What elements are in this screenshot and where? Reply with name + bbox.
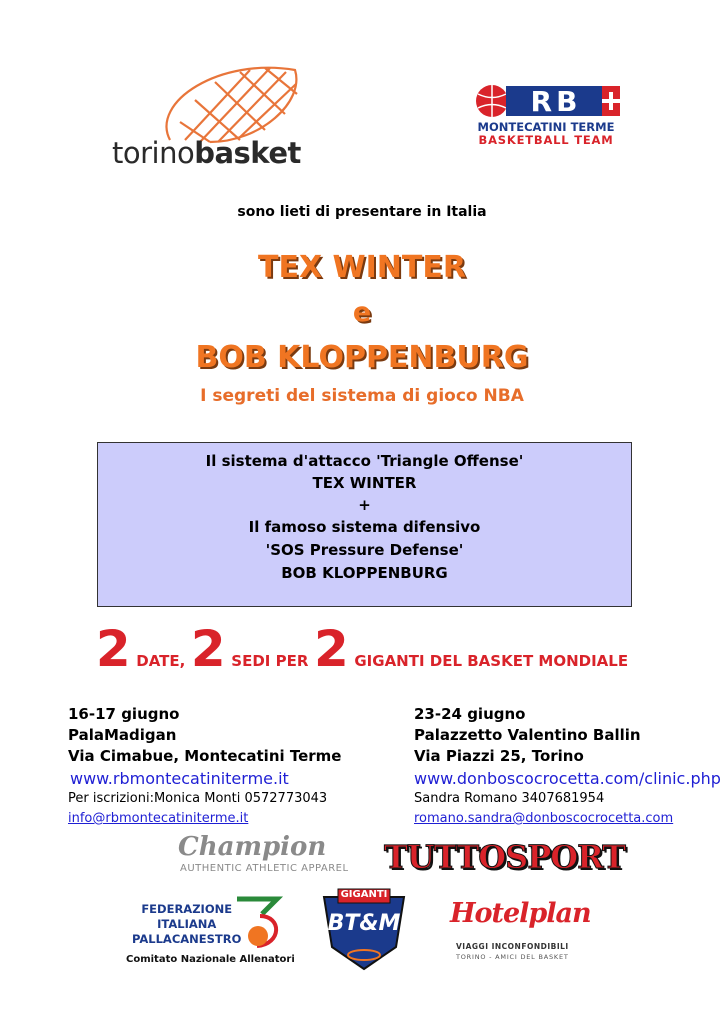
torinobasket-wordmark: torinobasket	[112, 136, 301, 170]
box-line-5: 'SOS Pressure Defense'	[265, 541, 464, 559]
giganti-mid: BT&M	[327, 911, 401, 936]
rb-montecatini-logo	[470, 84, 622, 146]
fip-line-4: Comitato Nazionale Allenatori	[126, 954, 295, 965]
event-email-link[interactable]: info@rbmontecatiniterme.it	[68, 811, 249, 826]
event-contact: Sandra Romano 3407681954	[414, 791, 605, 806]
event-venue: PalaMadigan	[68, 726, 177, 744]
box-line-3: +	[358, 496, 371, 514]
tagline-number-1: 2	[95, 620, 131, 678]
tagline-word-3: GIGANTI DEL BASKET MONDIALE	[354, 652, 629, 670]
champion-logo	[178, 832, 348, 877]
systems-box	[97, 442, 632, 607]
headline-tex-winter: TEX WINTER	[258, 250, 466, 285]
torinobasket-logo	[100, 62, 315, 174]
fip-line-3: PALLACANESTRO	[132, 932, 242, 946]
box-line-2: TEX WINTER	[312, 474, 417, 492]
event-dates: 16-17 giugno	[68, 705, 180, 723]
event-dates: 23-24 giugno	[414, 705, 526, 723]
giganti-logo	[316, 887, 412, 973]
event-venue: Palazzetto Valentino Ballin	[414, 726, 641, 744]
box-line-1: Il sistema d'attacco 'Triangle Offense'	[205, 452, 524, 470]
event-address: Via Cimabue, Montecatini Terme	[68, 747, 342, 765]
rb-line-1: MONTECATINI TERME	[477, 120, 615, 134]
fip-line-2: ITALIANA	[157, 917, 217, 931]
tagline-word-1: DATE,	[136, 652, 186, 670]
rb-letters: RB	[530, 85, 582, 118]
headline-and: e	[352, 297, 372, 328]
box-line-4: Il famoso sistema difensivo	[248, 518, 481, 536]
intro-text: sono lieti di presentare in Italia	[237, 204, 487, 220]
event-contact: Per iscrizioni:Monica Monti 0572773043	[68, 791, 328, 806]
fip-line-1: FEDERAZIONE	[141, 902, 233, 916]
box-line-6: BOB KLOPPENBURG	[281, 564, 448, 582]
tagline-number-3: 2	[313, 620, 349, 678]
fip-logo	[124, 894, 295, 970]
tagline	[0, 620, 724, 678]
hotelplan-name: Hotelplan	[450, 898, 591, 929]
hotelplan-line-2: TORINO - AMICI DEL BASKET	[456, 953, 569, 961]
subtitle: I segreti del sistema di gioco NBA	[200, 386, 524, 406]
event-address: Via Piazzi 25, Torino	[414, 747, 584, 765]
rb-line-2: BASKETBALL TEAM	[478, 133, 614, 147]
event-email-link[interactable]: romano.sandra@donboscocrocetta.com	[414, 811, 674, 826]
tuttosport-logo: TUTTOSPORT	[384, 838, 625, 876]
tagline-word-2: SEDI PER	[231, 652, 309, 670]
tagline-number-2: 2	[190, 620, 226, 678]
event-website-link[interactable]: www.rbmontecatiniterme.it	[70, 769, 289, 788]
event-website-link[interactable]: www.donboscocrocetta.com/clinic.php	[414, 769, 721, 788]
hotelplan-line-1: VIAGGI INCONFONDIBILI	[456, 942, 569, 951]
fip-emblem-icon	[232, 894, 286, 952]
champion-tagline: AUTHENTIC ATHLETIC APPAREL	[180, 863, 349, 874]
event-montecatini	[68, 705, 341, 826]
hotelplan-logo	[448, 898, 591, 964]
champion-name: Champion	[178, 832, 327, 862]
giganti-top: GIGANTI	[340, 889, 388, 900]
event-torino	[414, 705, 721, 826]
headline-bob-kloppenburg: BOB KLOPPENBURG	[195, 340, 529, 375]
